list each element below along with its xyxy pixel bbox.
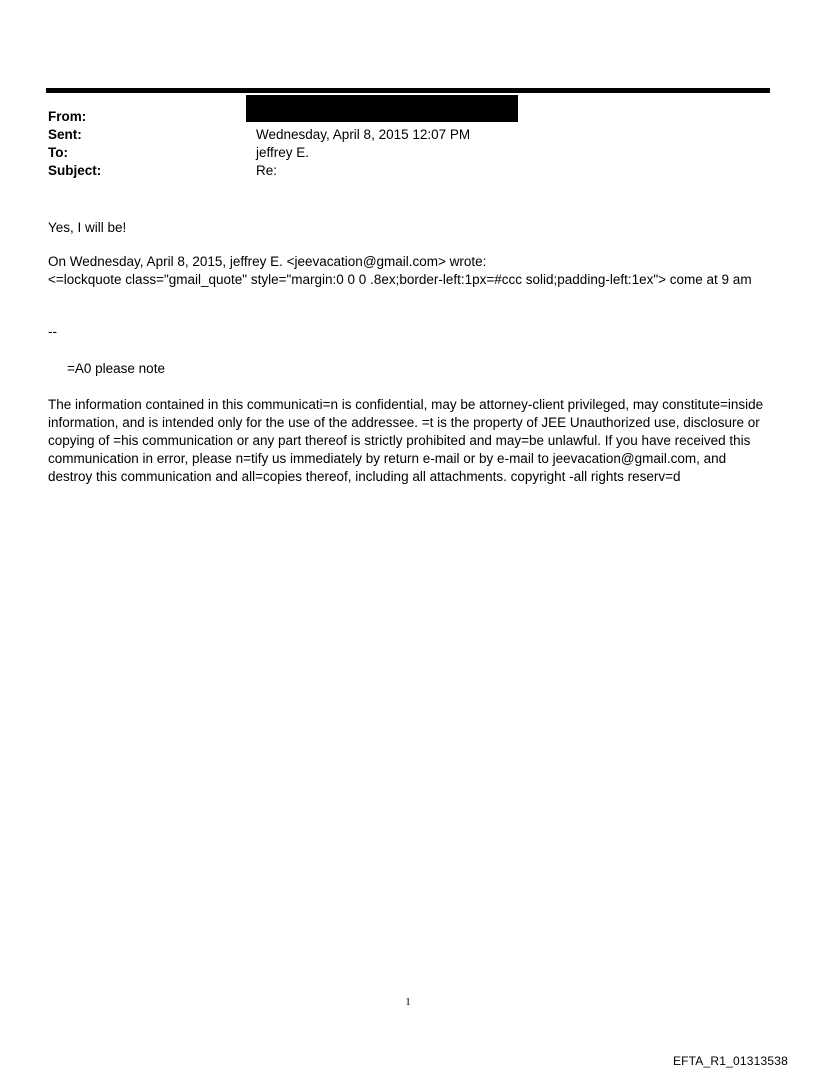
to-row <box>48 144 748 162</box>
confidentiality-disclaimer: The information contained in this communicati=n is confidential, may be attorney-client privileged, may constitute=inside information, and is intended only for the use of the addressee. =t is the property of JEE Unauthorized use, disclosure or copying of =his communication or any part thereof is strictly prohibited and may=be unlawful. If you have received this communication in error, please n=tify us immediately by return e-mail or by e-mail to jeevacation@gmail.com, and destroy this communication and all=copies thereof, including all attachments. copyright -all rights reserv=d <box>48 397 764 484</box>
quoted-message: <=lockquote class="gmail_quote" style="margin:0 0 0 .8ex;border-left:1px=#ccc solid;padding-left:1ex"> come at 9 am <box>48 272 752 287</box>
reply-text: Yes, I will be! <box>48 220 127 235</box>
quote-intro: On Wednesday, April 8, 2015, jeffrey E. <jeevacation@gmail.com> wrote: <box>48 254 487 269</box>
signature-separator: -- <box>48 324 57 339</box>
sent-value: Wednesday, April 8, 2015 12:07 PM <box>256 127 471 142</box>
sent-row <box>48 126 748 144</box>
redaction-bar <box>246 95 518 122</box>
document-id: EFTA_R1_01313538 <box>672 1054 788 1068</box>
subject-label: Subject: <box>48 163 102 178</box>
sent-label: Sent: <box>48 127 82 142</box>
please-note: =A0 please note <box>67 361 165 376</box>
to-value: jeffrey E. <box>256 145 310 160</box>
subject-value: Re: <box>256 163 278 178</box>
subject-row <box>48 162 748 180</box>
to-label: To: <box>48 145 68 160</box>
page-number: 1 <box>405 996 411 1008</box>
header-rule <box>46 88 770 93</box>
from-label: From: <box>48 109 87 124</box>
